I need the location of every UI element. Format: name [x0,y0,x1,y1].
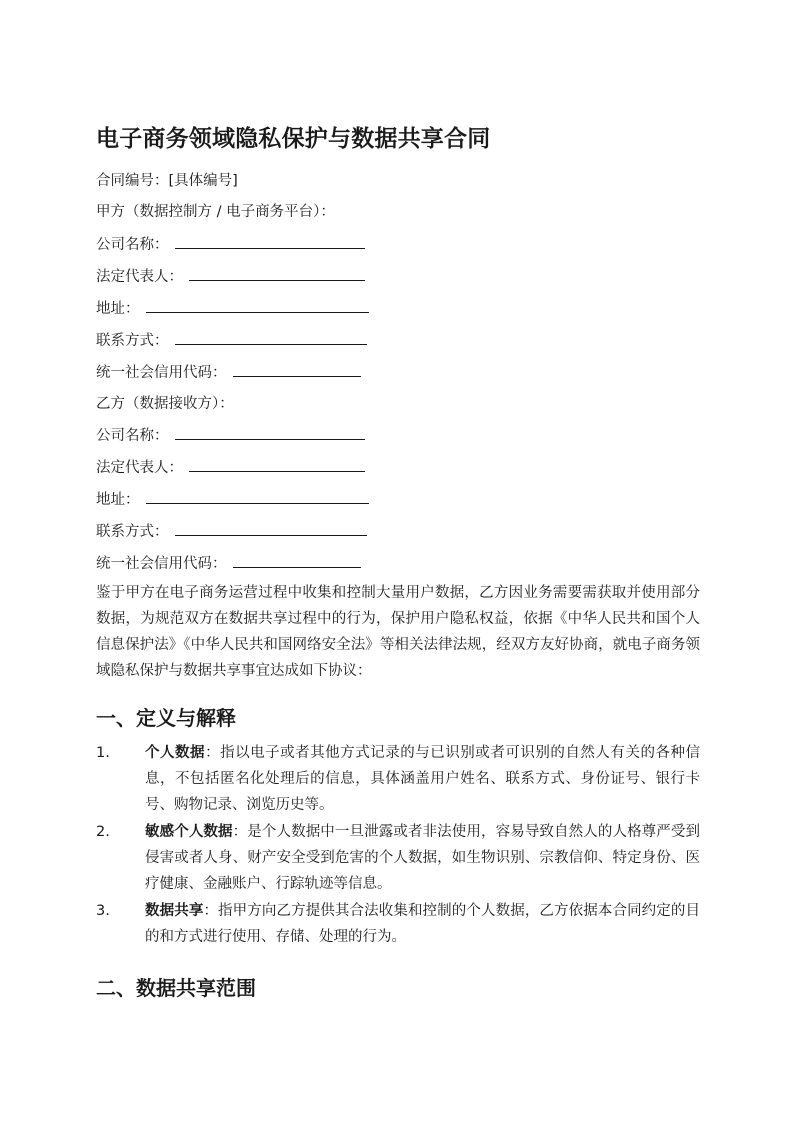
party-a-rep-label: 法定代表人： [96,269,183,285]
item-number: 2. [96,824,110,840]
party-a-company-blank[interactable] [175,234,365,249]
party-b-rep-label: 法定代表人： [96,460,183,476]
party-a-contact-blank[interactable] [175,330,367,345]
party-b-contact-row [96,521,367,542]
party-b-address-blank[interactable] [146,489,369,504]
party-a-address-row [96,298,369,319]
item-body: ：指以电子或者其他方式记录的与已识别或者可识别的自然人有关的各种信息，不包括匿名化处理后的信息，具体涵盖用户姓名、联系方式、身份证号、银行卡号、购物记录、浏览历史等。 [145,745,701,813]
section-2-heading: 二、数据共享范围 [96,976,256,1000]
party-a-contact-row [96,330,367,351]
item-text [145,898,700,950]
party-b-rep-blank[interactable] [189,457,365,472]
party-a-company-row [96,234,365,255]
party-a-credit-label: 统一社会信用代码： [96,365,227,381]
item-number: 3. [96,903,110,919]
section-1-heading: 一、定义与解释 [96,706,236,730]
party-b-company-row [96,425,365,446]
item-number: 1. [96,745,110,761]
preamble-paragraph: 鉴于甲方在电子商务运营过程中收集和控制大量用户数据，乙方因业务需要需获取并使用部分数据，为规范双方在数据共享过程中的行为，保护用户隐私权益，依据《中华人民共和国个人信息保护法》《中华人民共和国网络安全法》等相关法律法规，经双方友好协商，就电子商务领域隐私保护与数据共享事宜达成如下协议： [96,585,700,679]
item-term: 个人数据 [145,745,206,761]
contract-number: 合同编号：[具体编号] [96,173,238,189]
party-a-rep-row [96,266,365,287]
item-term: 数据共享 [145,903,204,919]
party-a-address-label: 地址： [96,301,140,317]
party-b-credit-row [96,553,361,574]
party-a-heading: 甲方（数据控制方 / 电子商务平台）： [96,204,335,220]
party-b-contact-blank[interactable] [175,521,367,536]
item-body: ：指甲方向乙方提供其合法收集和控制的个人数据，乙方依据本合同约定的目的和方式进行使用、存储、处理的行为。 [145,903,701,945]
party-a-contact-label: 联系方式： [96,333,169,349]
item-body: ：是个人数据中一旦泄露或者非法使用，容易导致自然人的人格尊严受到侵害或者人身、财产安全受到危害的个人数据，如生物识别、宗教信仰、特定身份、医疗健康、金融账户、行踪轨迹等信息。 [145,824,701,892]
party-a-address-blank[interactable] [146,298,369,313]
party-a-rep-blank[interactable] [189,266,365,281]
party-b-heading: 乙方（数据接收方）： [96,396,234,412]
party-b-company-blank[interactable] [175,425,365,440]
party-b-credit-label: 统一社会信用代码： [96,556,227,572]
item-text [145,740,700,818]
party-a-company-label: 公司名称： [96,237,169,253]
party-b-address-row [96,489,369,510]
party-a-credit-row [96,362,361,383]
party-b-address-label: 地址： [96,492,140,508]
party-a-credit-blank[interactable] [233,362,361,377]
party-b-rep-row [96,457,365,478]
party-b-company-label: 公司名称： [96,428,169,444]
party-b-credit-blank[interactable] [233,553,361,568]
page-title: 电子商务领域隐私保护与数据共享合同 [96,126,491,152]
party-b-contact-label: 联系方式： [96,524,169,540]
item-text [145,819,700,897]
item-term: 敏感个人数据 [145,824,233,840]
